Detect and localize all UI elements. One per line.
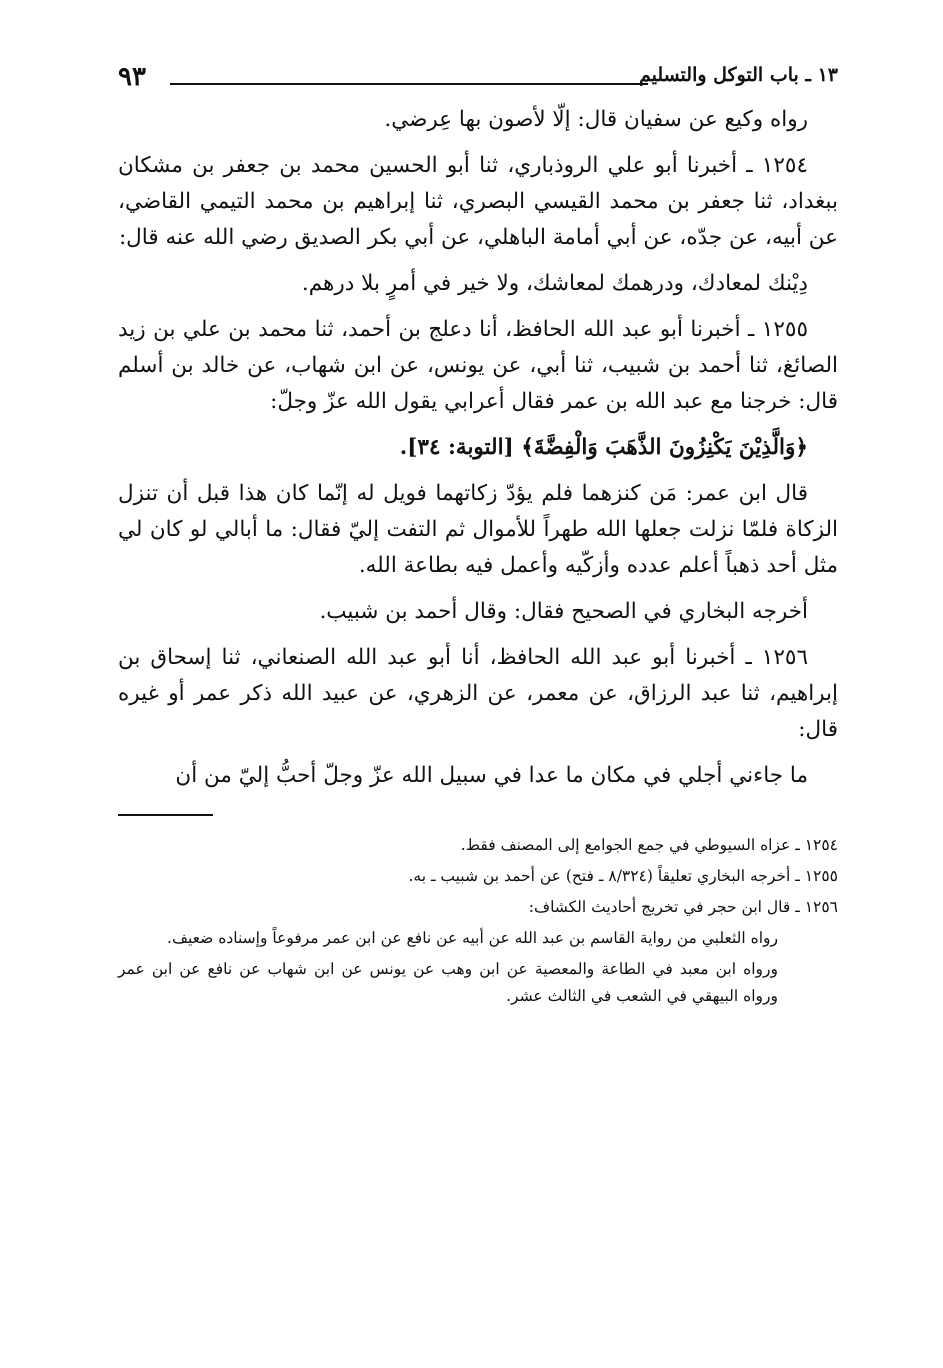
running-title: ١٣ ـ باب التوكل والتسليم [638, 64, 838, 86]
header-rule [170, 83, 648, 85]
quote-text: دِيْنك لمعادك، ودرهمك لمعاشك، ولا خير في أمرٍ بلا درهم. [301, 271, 808, 296]
footnote-1255: ١٢٥٥ ـ أخرجه البخاري تعليقاً (٨/٣٢٤ ـ فتح) عن أحمد بن شبيب ـ به. [408, 867, 838, 885]
text-paragraph: رواه وكيع عن سفيان قال: إلّا لأصون بها عِرضي. [384, 107, 808, 132]
text-paragraph: أخرجه البخاري في الصحيح فقال: وقال أحمد بن شبيب. [319, 599, 808, 624]
text-paragraph: ما جاءني أجلي في مكان ما عدا في سبيل الله عزّ وجلّ أحبُّ إليّ من أن [175, 763, 808, 788]
footnote-1254: ١٢٥٤ ـ عزاه السيوطي في جمع الجوامع إلى المصنف فقط. [460, 836, 838, 854]
hadith-1255: ١٢٥٥ ـ أخبرنا أبو عبد الله الحافظ، أنا دعلج بن أحمد، ثنا محمد بن علي بن زيد الصائغ، ثنا أحمد بن شبيب، ثنا أبي، عن يونس، عن ابن شهاب، عن خالد بن أسلم قال: خرجنا مع عبد الله بن عمر فقال أعرابي يقول الله عزّ وجلّ: [118, 317, 838, 414]
page-number: ٩٣ [118, 62, 146, 92]
quran-verse: ﴿وَالَّذِيْنَ يَكْنِزُونَ الذَّهَبَ وَالْفِضَّةَ﴾ [التوبة: ٣٤]. [399, 435, 808, 460]
hadith-1256: ١٢٥٦ ـ أخبرنا أبو عبد الله الحافظ، أنا أبو عبد الله الصنعاني، ثنا إسحاق بن إبراهيم، ثنا عبد الرزاق، عن معمر، عن الزهري، عن عبيد الله ذكر عمر أو غيره قال: [118, 645, 838, 742]
main-text [118, 102, 838, 794]
hadith-1254: ١٢٥٤ ـ أخبرنا أبو علي الروذباري، ثنا أبو الحسين محمد بن جعفر بن مشكان ببغداد، ثنا جعفر بن محمد القيسي البصري، ثنا إبراهيم بن محمد التيمي القاضي، عن أبيه، عن جدّه، عن أبي أمامة الباهلي، عن أبي بكر الصديق رضي الله عنه قال: [118, 153, 838, 250]
footnote-quote: رواه الثعلبي من رواية القاسم بن عبد الله عن أبيه عن نافع عن ابن عمر مرفوعاً وإسناده ضعيف. [167, 929, 778, 947]
book-page [118, 56, 838, 1014]
footnotes [118, 832, 838, 1010]
footnote-rule [118, 814, 213, 816]
page-header [118, 56, 838, 102]
footnote-quote: ورواه ابن معبد في الطاعة والمعصية عن ابن وهب عن يونس عن ابن شهاب عن نافع عن ابن عمر ورواه البيهقي في الشعب في الثالث عشر. [118, 960, 778, 1005]
footnote-1256: ١٢٥٦ ـ قال ابن حجر في تخريج أحاديث الكشاف: [528, 898, 838, 916]
text-paragraph: قال ابن عمر: مَن كنزهما فلم يؤدّ زكاتهما فويل له إنّما كان هذا قبل أن تنزل الزكاة فلمّا نزلت جعلها الله طهراً للأموال ثم التفت إليّ فقال: ما أبالي لو كان لي مثل أحد ذهباً أعلم عدده وأزكّيه وأعمل فيه بطاعة الله. [118, 481, 838, 578]
